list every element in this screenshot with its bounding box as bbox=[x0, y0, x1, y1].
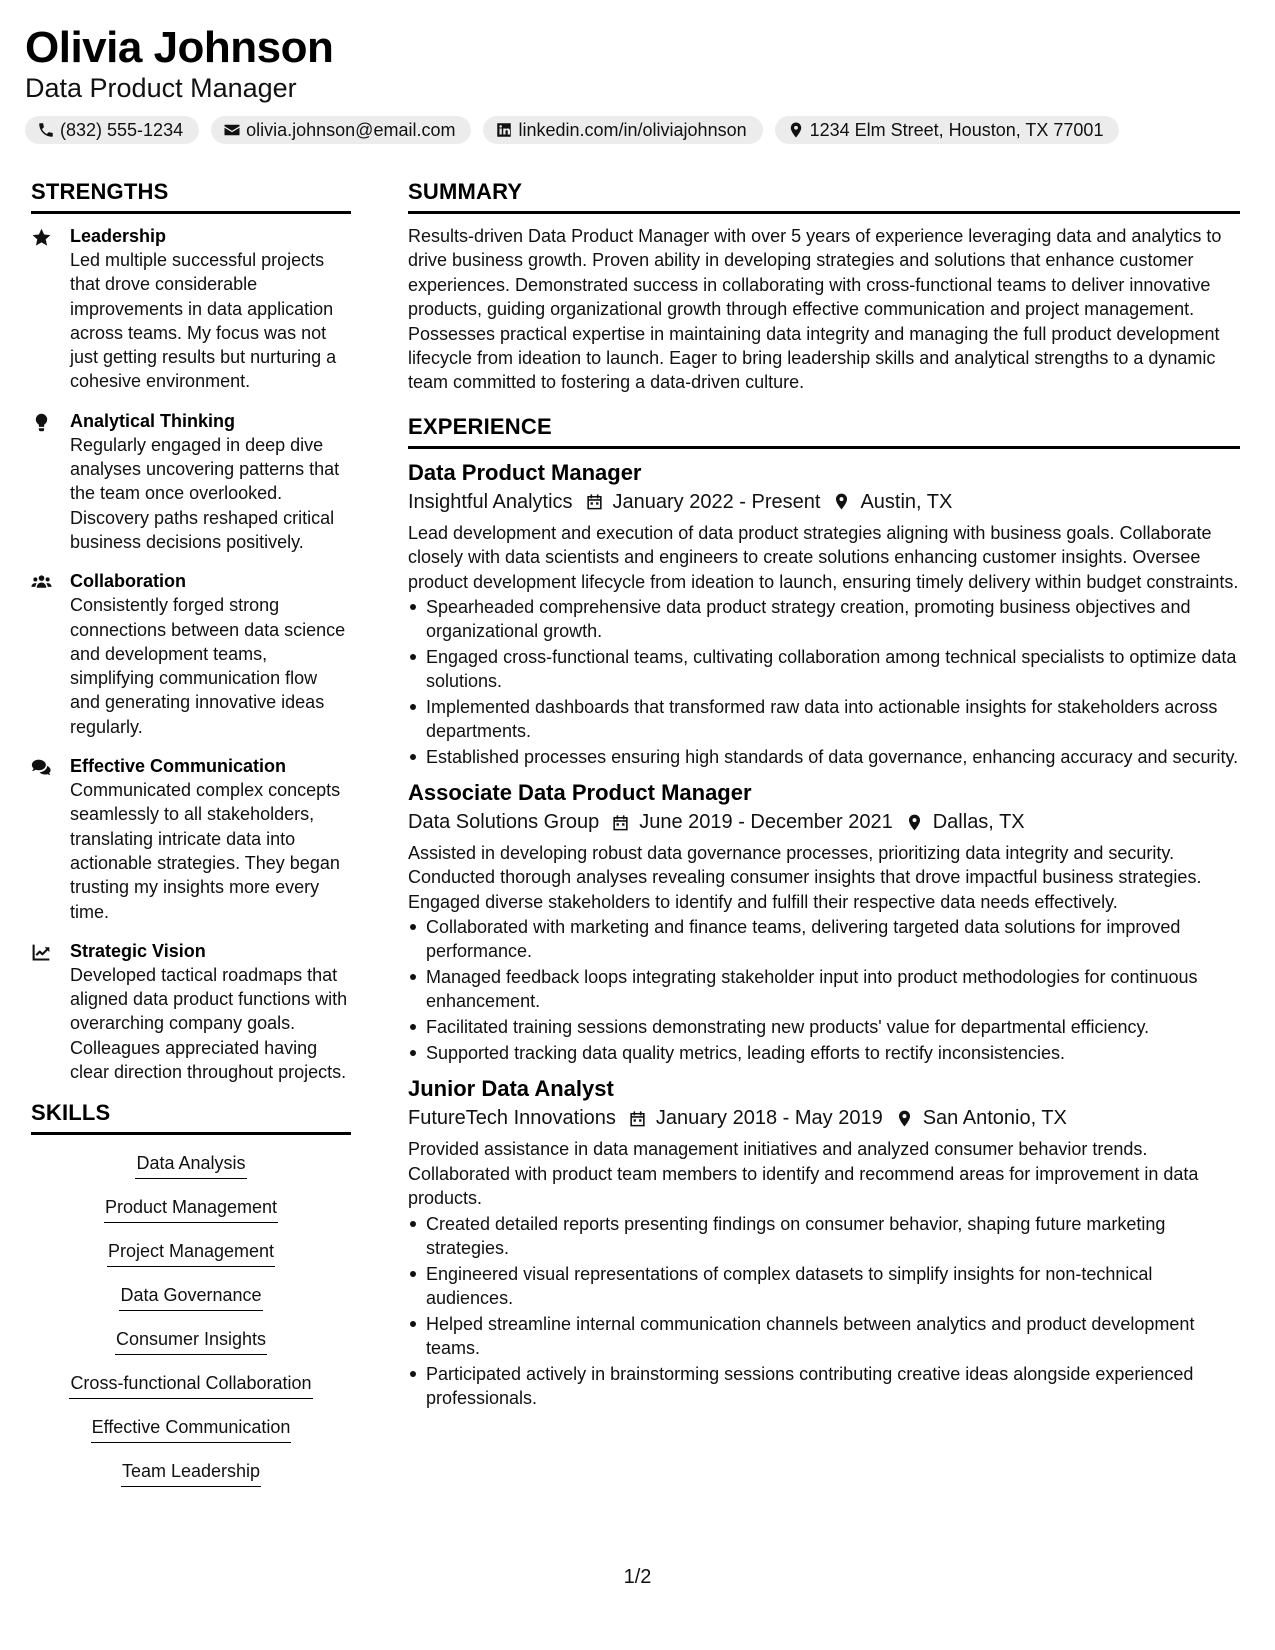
strength-desc: Regularly engaged in deep dive analyses uncovering patterns that the team once overlooked. Discovery paths reshaped critical business decisions positively. bbox=[70, 434, 340, 552]
calendar-icon bbox=[611, 813, 630, 832]
contact-phone[interactable] bbox=[25, 116, 199, 144]
strength-desc: Developed tactical roadmaps that aligned data product functions with overarching company goals. Colleagues appreciated having clear direction throughout projects. bbox=[70, 964, 348, 1083]
bullet-item: Engaged cross-functional teams, cultivating collaboration among technical specialists to optimize data solutions. bbox=[408, 645, 1240, 693]
strength-item bbox=[31, 409, 351, 554]
left-column bbox=[31, 178, 351, 1503]
job-description: Assisted in developing robust data governance processes, prioritizing data integrity and security. Conducted thorough analyses revealing consumer insights that drove impactful business strategies. Engaged diverse stakeholders to identify and fulfill their respective data needs effectively. bbox=[408, 843, 1202, 912]
strengths-heading: STRENGTHS bbox=[31, 178, 351, 214]
bullet-item: Collaborated with marketing and finance teams, delivering targeted data solutions for improved performance. bbox=[408, 915, 1240, 963]
strength-desc: Communicated complex concepts seamlessly to all stakeholders, translating intricate data into actionable strategies. They began trusting my insights more every time. bbox=[70, 780, 341, 922]
calendar-icon bbox=[628, 1109, 647, 1128]
job-meta bbox=[408, 807, 1240, 837]
job-company: Data Solutions Group bbox=[408, 811, 600, 834]
job-description: Lead development and execution of data product strategies aligning with business goals. Collaborate closely with data scientists and engineers to create solutions enhancing customer insights. Oversee product development lifecycle from ideation to launch, ensuring timely delivery within budget constraints. bbox=[408, 522, 1239, 592]
contact-email[interactable] bbox=[211, 116, 471, 144]
contact-linkedin[interactable] bbox=[483, 116, 762, 144]
calendar-icon bbox=[585, 492, 604, 511]
skill-tag: Product Management bbox=[104, 1195, 278, 1223]
candidate-title: Data Product Manager bbox=[25, 73, 297, 103]
contact-bar bbox=[25, 116, 1250, 144]
bullet-item: Participated actively in brainstorming sessions contributing creative ideas alongside experienced professionals. bbox=[408, 1362, 1240, 1410]
contact-address[interactable] bbox=[775, 116, 1120, 144]
linkedin-icon bbox=[495, 121, 513, 139]
strength-desc: Led multiple successful projects that drove considerable improvements in data application across teams. My focus was not just getting results but nurturing a cohesive environment. bbox=[70, 250, 337, 392]
job-company: Insightful Analytics bbox=[408, 490, 573, 513]
map-pin-icon bbox=[832, 492, 851, 511]
skill-tag: Project Management bbox=[107, 1239, 275, 1267]
strength-item bbox=[31, 939, 351, 1084]
skill-tag: Effective Communication bbox=[91, 1415, 292, 1443]
candidate-name: Olivia Johnson bbox=[25, 23, 334, 72]
summary-heading: SUMMARY bbox=[408, 178, 1240, 214]
chart-line-icon bbox=[31, 942, 52, 963]
skill-tag: Consumer Insights bbox=[115, 1327, 267, 1355]
strength-title: Effective Communication bbox=[70, 756, 287, 777]
job-company: FutureTech Innovations bbox=[408, 1107, 616, 1130]
map-pin-icon bbox=[905, 813, 924, 832]
job-meta bbox=[408, 487, 1240, 517]
bullet-item: Established processes ensuring high standards of data governance, enhancing accuracy and security. bbox=[408, 745, 1240, 769]
envelope-icon bbox=[223, 121, 241, 139]
skills-heading: SKILLS bbox=[31, 1099, 351, 1135]
bullet-item: Managed feedback loops integrating stakeholder input into product methodologies for continuous enhancement. bbox=[408, 965, 1240, 1013]
strength-title: Collaboration bbox=[70, 571, 186, 592]
job-dates: June 2019 - December 2021 bbox=[639, 811, 893, 834]
experience-entry bbox=[408, 779, 1240, 1065]
job-bullets bbox=[408, 915, 1240, 1065]
skill-tag: Cross-functional Collaboration bbox=[69, 1371, 312, 1399]
contact-address-text: 1234 Elm Street, Houston, TX 77001 bbox=[809, 119, 1104, 140]
job-bullets bbox=[408, 595, 1240, 769]
job-dates: January 2018 - May 2019 bbox=[655, 1107, 883, 1130]
right-column bbox=[408, 178, 1240, 1420]
job-location: San Antonio, TX bbox=[922, 1107, 1067, 1130]
contact-linkedin-text: linkedin.com/in/oliviajohnson bbox=[518, 119, 747, 140]
strength-item bbox=[31, 754, 351, 924]
resume-header bbox=[25, 22, 1250, 144]
map-pin-icon bbox=[787, 121, 805, 139]
bullet-item: Facilitated training sessions demonstrating new products' value for departmental efficiency. bbox=[408, 1015, 1240, 1039]
bullet-item: Supported tracking data quality metrics, leading efforts to rectify inconsistencies. bbox=[408, 1041, 1240, 1065]
experience-heading: EXPERIENCE bbox=[408, 413, 1240, 449]
strength-title: Leadership bbox=[70, 226, 167, 246]
comments-icon bbox=[31, 757, 52, 778]
experience-entry bbox=[408, 459, 1240, 769]
map-pin-icon bbox=[895, 1109, 914, 1128]
skill-tag: Data Analysis bbox=[135, 1151, 246, 1179]
bullet-item: Helped streamline internal communication channels between analytics and product development teams. bbox=[408, 1312, 1240, 1360]
page-number: 1/2 bbox=[623, 1566, 652, 1588]
strength-title: Strategic Vision bbox=[70, 940, 206, 961]
star-icon bbox=[31, 227, 52, 248]
experience-entry bbox=[408, 1075, 1240, 1409]
strength-desc: Consistently forged strong connections between data science and development teams, simplifying communication flow and generating innovative ideas regularly. bbox=[70, 595, 346, 737]
phone-icon bbox=[37, 121, 55, 139]
job-location: Dallas, TX bbox=[932, 811, 1025, 834]
job-meta bbox=[408, 1103, 1240, 1133]
skill-tag: Data Governance bbox=[119, 1283, 262, 1311]
bullet-item: Engineered visual representations of complex datasets to simplify insights for non-technical audiences. bbox=[408, 1262, 1240, 1310]
job-role: Associate Data Product Manager bbox=[408, 780, 752, 806]
contact-email-text: olivia.johnson@email.com bbox=[246, 119, 456, 140]
skill-tag: Team Leadership bbox=[121, 1459, 261, 1487]
bullet-item: Created detailed reports presenting findings on consumer behavior, shaping future marketing strategies. bbox=[408, 1212, 1240, 1260]
bullet-item: Implemented dashboards that transformed raw data into actionable insights for stakeholders across departments. bbox=[408, 695, 1240, 743]
lightbulb-icon bbox=[31, 412, 52, 433]
contact-phone-text: (832) 555-1234 bbox=[60, 119, 184, 140]
skills-section bbox=[31, 1099, 351, 1503]
bullet-item: Spearheaded comprehensive data product strategy creation, promoting business objectives and organizational growth. bbox=[408, 595, 1240, 643]
strength-item bbox=[31, 569, 351, 739]
job-role: Data Product Manager bbox=[408, 459, 642, 485]
summary-text: Results-driven Data Product Manager with over 5 years of experience leveraging data and analytics to drive business growth. Proven ability in developing strategies and solutions that enhance customer experiences. Demonstrated success in collaborating with cross-functional teams to deliver innovative products, guiding organizational growth through effective communication and project management. Possesses practical expertise in maintaining data integrity and managing the full product development lifecycle from ideation to launch. Eager to bring leadership skills and analytical strengths to a dynamic team committed to fostering a data-driven culture. bbox=[408, 226, 1222, 393]
job-description: Provided assistance in data management initiatives and analyzed consumer behavior trends. Collaborated with product team members to identify and recommend areas for improvement in data products. bbox=[408, 1139, 1199, 1209]
job-location: Austin, TX bbox=[860, 490, 953, 513]
skills-list bbox=[31, 1145, 351, 1503]
job-role: Junior Data Analyst bbox=[408, 1076, 614, 1102]
job-dates: January 2022 - Present bbox=[612, 490, 821, 513]
strength-item bbox=[31, 224, 351, 394]
strength-title: Analytical Thinking bbox=[70, 410, 236, 431]
users-icon bbox=[31, 572, 52, 593]
job-bullets bbox=[408, 1212, 1240, 1410]
